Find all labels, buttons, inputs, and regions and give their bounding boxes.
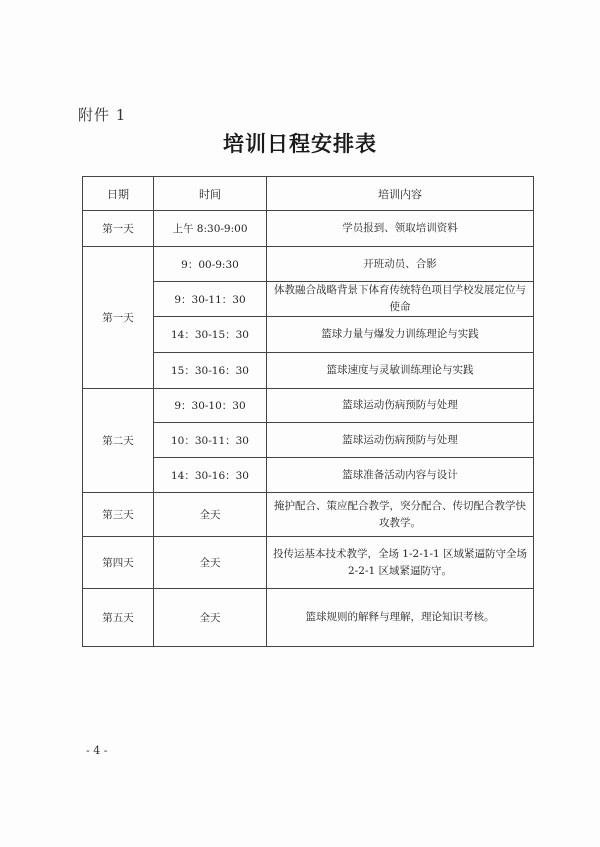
table-row bbox=[83, 589, 534, 647]
schedule-table bbox=[82, 176, 534, 647]
time-cell: 全天 bbox=[154, 537, 267, 589]
day-cell: 第三天 bbox=[83, 493, 154, 537]
day-cell: 第四天 bbox=[83, 537, 154, 589]
content-cell: 篮球速度与灵敏训练理论与实践 bbox=[267, 353, 534, 389]
table-row bbox=[83, 211, 534, 247]
table-row bbox=[83, 537, 534, 589]
time-cell: 9：30-10：30 bbox=[154, 389, 267, 423]
header-date: 日期 bbox=[83, 177, 154, 211]
time-cell: 9：00-9:30 bbox=[154, 247, 267, 282]
time-cell: 15：30-16：30 bbox=[154, 353, 267, 389]
table-row bbox=[83, 389, 534, 423]
content-cell: 体教融合战略背景下体育传统特色项目学校发展定位与使命 bbox=[267, 282, 534, 317]
content-cell: 篮球运动伤病预防与处理 bbox=[267, 423, 534, 458]
time-cell: 10：30-11：30 bbox=[154, 423, 267, 458]
page-title: 培训日程安排表 bbox=[223, 132, 377, 156]
content-cell: 投传运基本技术教学，全场 1-2-1-1 区域紧逼防守全场 2-2-1 区域紧逼防守。 bbox=[267, 537, 534, 589]
page-number: - 4 - bbox=[86, 744, 108, 757]
time-cell: 14：30-16：30 bbox=[154, 458, 267, 493]
content-cell: 篮球准备活动内容与设计 bbox=[267, 458, 534, 493]
time-cell: 全天 bbox=[154, 493, 267, 537]
table-row bbox=[83, 247, 534, 282]
time-cell: 9：30-11：30 bbox=[154, 282, 267, 317]
attachment-label: 附件 1 bbox=[78, 106, 127, 124]
content-cell: 篮球规则的解释与理解，理论知识考核。 bbox=[267, 589, 534, 647]
content-cell: 开班动员、合影 bbox=[267, 247, 534, 282]
time-cell: 全天 bbox=[154, 589, 267, 647]
table-row bbox=[83, 493, 534, 537]
day-cell: 第一天 bbox=[83, 247, 154, 389]
day-cell: 第五天 bbox=[83, 589, 154, 647]
time-cell: 14：30-15：30 bbox=[154, 317, 267, 353]
content-cell: 篮球力量与爆发力训练理论与实践 bbox=[267, 317, 534, 353]
content-cell: 篮球运动伤病预防与处理 bbox=[267, 389, 534, 423]
content-cell: 学员报到、领取培训资料 bbox=[267, 211, 534, 247]
header-time: 时间 bbox=[154, 177, 267, 211]
table-header-row bbox=[83, 177, 534, 211]
day-cell: 第一天 bbox=[83, 211, 154, 247]
content-cell: 掩护配合、策应配合教学，突分配合、传切配合教学快攻教学。 bbox=[267, 493, 534, 537]
header-content: 培训内容 bbox=[267, 177, 534, 211]
time-cell: 上午 8:30-9:00 bbox=[154, 211, 267, 247]
day-cell: 第二天 bbox=[83, 389, 154, 493]
